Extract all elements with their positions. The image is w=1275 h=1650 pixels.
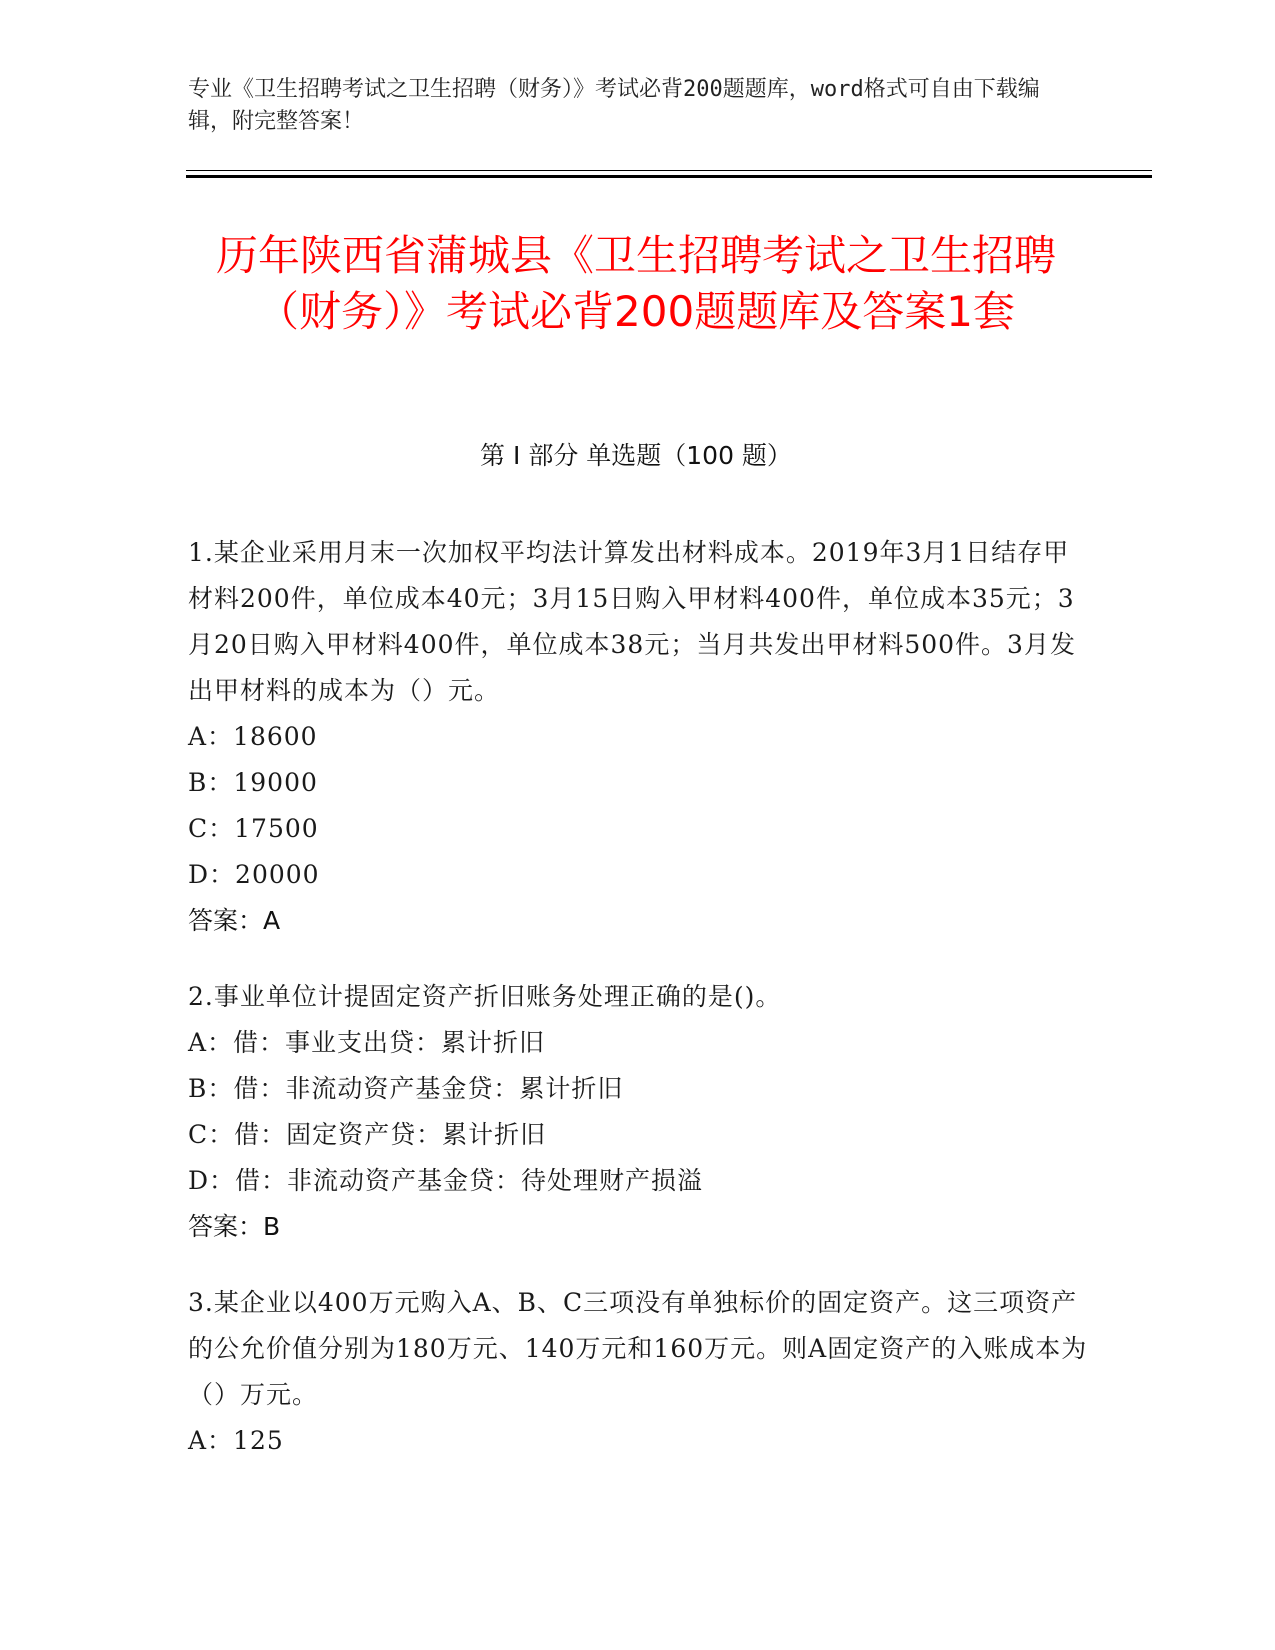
header-rule-thick <box>186 175 1152 178</box>
option-c: C：17500 <box>188 814 319 843</box>
option-a: A：18600 <box>188 722 318 751</box>
question-stem: 3.某企业以400万元购入A、B、C三项没有单独标价的固定资产。这三项资产的公允价值分别为180万元、140万元和160万元。则A固定资产的入账成本为（）万元。 <box>188 1288 1088 1409</box>
question-2 <box>188 974 1088 1250</box>
header-note: 专业《卫生招聘考试之卫生招聘（财务）》考试必背200题题库，word格式可自由下载编辑，附完整答案！ <box>188 77 1040 134</box>
question-1 <box>188 530 1088 944</box>
option-d: D：借：非流动资产基金贷：待处理财产损溢 <box>188 1166 704 1195</box>
option-a: A：125 <box>188 1426 284 1455</box>
option-b: B：19000 <box>188 768 318 797</box>
question-stem: 2.事业单位计提固定资产折旧账务处理正确的是()。 <box>188 982 782 1011</box>
header-rule-thin <box>186 170 1152 171</box>
option-b: B：借：非流动资产基金贷：累计折旧 <box>188 1074 624 1103</box>
option-a: A：借：事业支出贷：累计折旧 <box>188 1028 546 1057</box>
option-d: D：20000 <box>188 860 320 889</box>
question-3 <box>188 1280 1088 1464</box>
answer-line: 答案：A <box>188 906 281 935</box>
section-title: 第 I 部分 单选题（100 题） <box>480 441 792 470</box>
question-list <box>188 530 1088 1494</box>
question-stem: 1.某企业采用月末一次加权平均法计算发出材料成本。2019年3月1日结存甲材料200件，单位成本40元；3月15日购入甲材料400件，单位成本35元；3月20日购入甲材料400件，单位成本38元；当月共发出甲材料500件。3月发出甲材料的成本为（）元。 <box>188 538 1076 705</box>
option-c: C：借：固定资产贷：累计折旧 <box>188 1120 547 1149</box>
document-title: 历年陕西省蒲城县《卫生招聘考试之卫生招聘（财务）》考试必背200题题库及答案1套 <box>215 231 1056 336</box>
answer-line: 答案：B <box>188 1212 281 1241</box>
